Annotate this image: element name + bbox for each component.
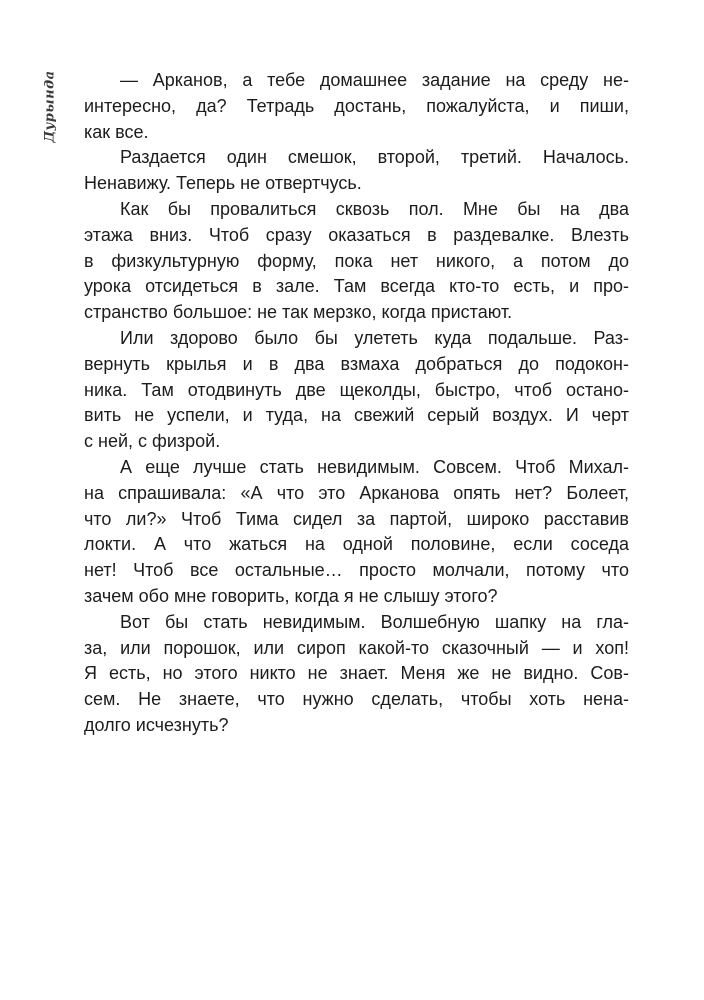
text-line: интересно, да? Тетрадь достань, пожалуйста, и пиши, xyxy=(84,95,629,116)
text-line: странство большое: не так мерзко, когда пристают. xyxy=(84,302,513,323)
text-line: Ненавижу. Теперь не отвертчусь. xyxy=(84,173,362,194)
running-head-text: Дурында xyxy=(42,69,58,143)
text-line: вернуть крылья и в два взмаха добраться до подокон- xyxy=(84,353,629,374)
text-line: на спрашивала: «А что это Арканова опять нет? Болеет, xyxy=(84,482,629,503)
text-line: с ней, с физрой. xyxy=(84,431,221,452)
text-line: ника. Там отодвинуть две щеколды, быстро, чтоб остано- xyxy=(84,379,629,400)
text-line: — Арканов, а тебе домашнее задание на среду не- xyxy=(120,70,629,90)
paragraph xyxy=(84,68,629,145)
text-line: Или здорово было бы улететь куда подальше. Раз- xyxy=(120,327,629,348)
text-line: Вот бы стать невидимым. Волшебную шапку на гла- xyxy=(120,611,629,632)
text-line: вить не успели, и туда, на свежий серый воздух. И черт xyxy=(84,405,629,426)
paragraph xyxy=(84,197,629,326)
text-line: нет! Чтоб все остальные… просто молчали, потому что xyxy=(84,560,629,581)
text-line: Раздается один смешок, второй, третий. Началось. xyxy=(120,147,629,168)
text-line: что ли?» Чтоб Тима сидел за партой, широко расставив xyxy=(84,508,629,529)
paragraph xyxy=(84,455,629,610)
text-line: локти. А что жаться на одной половине, если соседа xyxy=(84,534,629,555)
text-line: в физкультурную форму, пока нет никого, а потом до xyxy=(84,250,629,271)
text-line: зачем обо мне говорить, когда я не слышу этого? xyxy=(84,585,498,606)
running-head xyxy=(39,66,61,146)
text-line: долго исчезнуть? xyxy=(84,714,229,735)
text-line: Я есть, но этого никто не знает. Меня же не видно. Сов- xyxy=(84,663,629,684)
text-line: сем. Не знаете, что нужно сделать, чтобы хоть нена- xyxy=(84,689,629,710)
paragraph xyxy=(84,326,629,455)
text-line: как все. xyxy=(84,121,149,142)
paragraph xyxy=(84,610,629,739)
text-line: за, или порошок, или сироп какой-то сказочный — и хоп! xyxy=(84,637,629,658)
text-line: А еще лучше стать невидимым. Совсем. Чтоб Михал- xyxy=(120,456,629,477)
text-line: этажа вниз. Чтоб сразу оказаться в раздевалке. Влезть xyxy=(84,224,629,245)
text-line: Как бы провалиться сквозь пол. Мне бы на два xyxy=(120,198,629,219)
paragraph xyxy=(84,145,629,197)
body-text xyxy=(84,68,629,739)
text-line: урока отсидеться в зале. Там всегда кто-то есть, и про- xyxy=(84,276,629,297)
